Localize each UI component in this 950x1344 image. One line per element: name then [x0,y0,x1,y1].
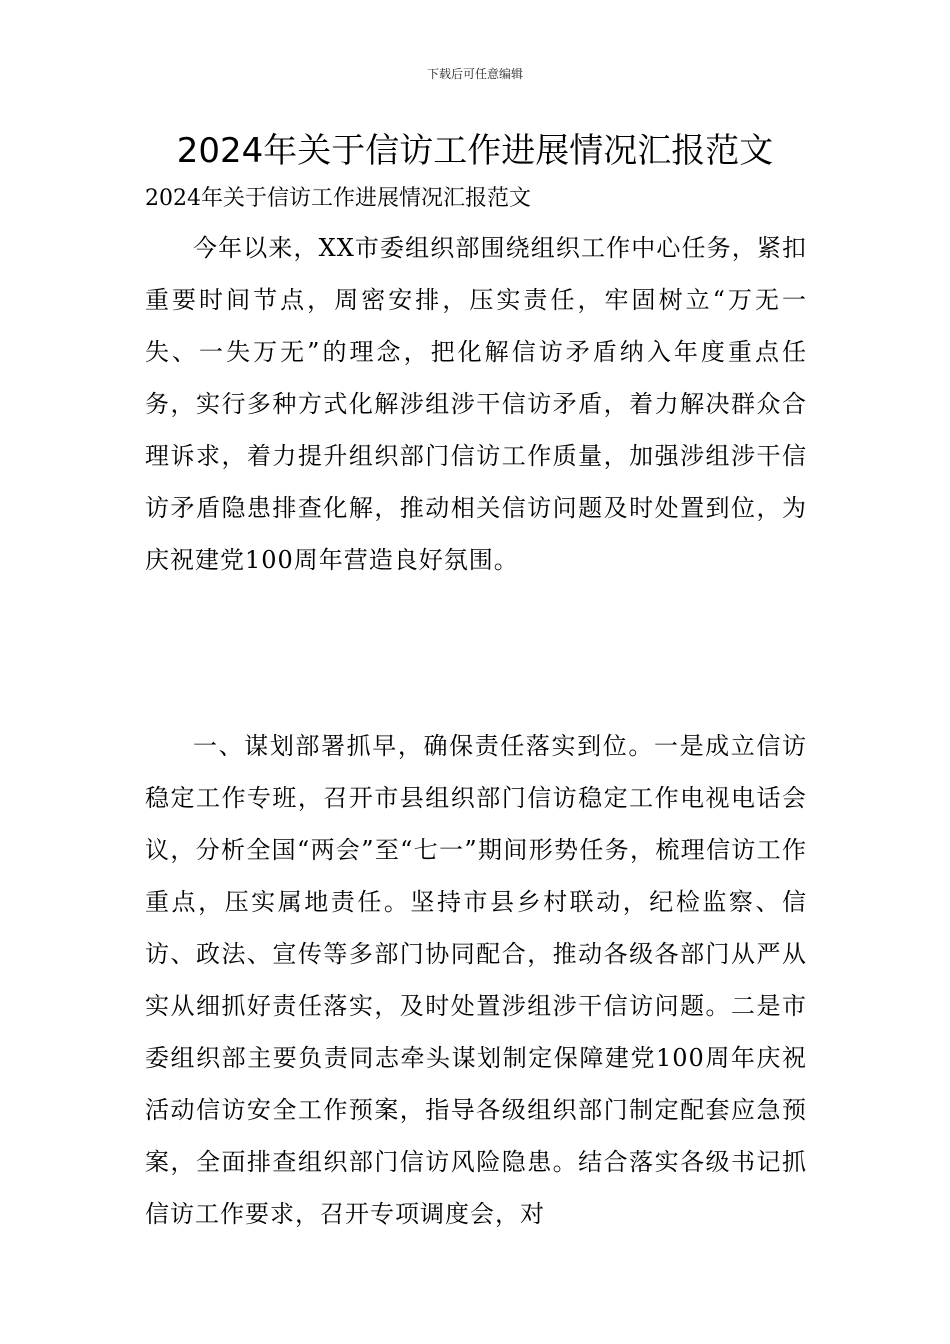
paragraph-section-1: 一、谋划部署抓早，确保责任落实到位。一是成立信访稳定工作专班，召开市县组织部门信访稳定工作电视电话会议，分析全国“两会”至“七一”期间形势任务，梳理信访工作重点，压实属地责任。坚持市县乡村联动，纪检监察、信访、政法、宣传等多部门协同配合，推动各级各部门从严从实从细抓好责任落实，及时处置涉组涉干信访问题。二是市委组织部主要负责同志牵头谋划制定保障建党100周年庆祝活动信访安全工作预案，指导各级组织部门制定配套应急预案，全面排查组织部门信访风险隐患。结合落实各级书记抓信访工作要求，召开专项调度会，对 [145,732,807,1228]
paragraph-intro: 今年以来，XX市委组织部围绕组织工作中心任务，紧扣重要时间节点，周密安排，压实责任，牢固树立“万无一失、一失万无”的理念，把化解信访矛盾纳入年度重点任务，实行多种方式化解涉组涉干信访矛盾，着力解决群众合理诉求，着力提升组织部门信访工作质量，加强涉组涉干信访矛盾隐患排查化解，推动相关信访问题及时处置到位，为庆祝建党100周年营造良好氛围。 [145,234,807,574]
document-title: 2024年关于信访工作进展情况汇报范文 [176,131,774,171]
document-subtitle: 2024年关于信访工作进展情况汇报范文 [145,186,531,211]
header-note: 下载后可任意编辑 [426,67,523,81]
